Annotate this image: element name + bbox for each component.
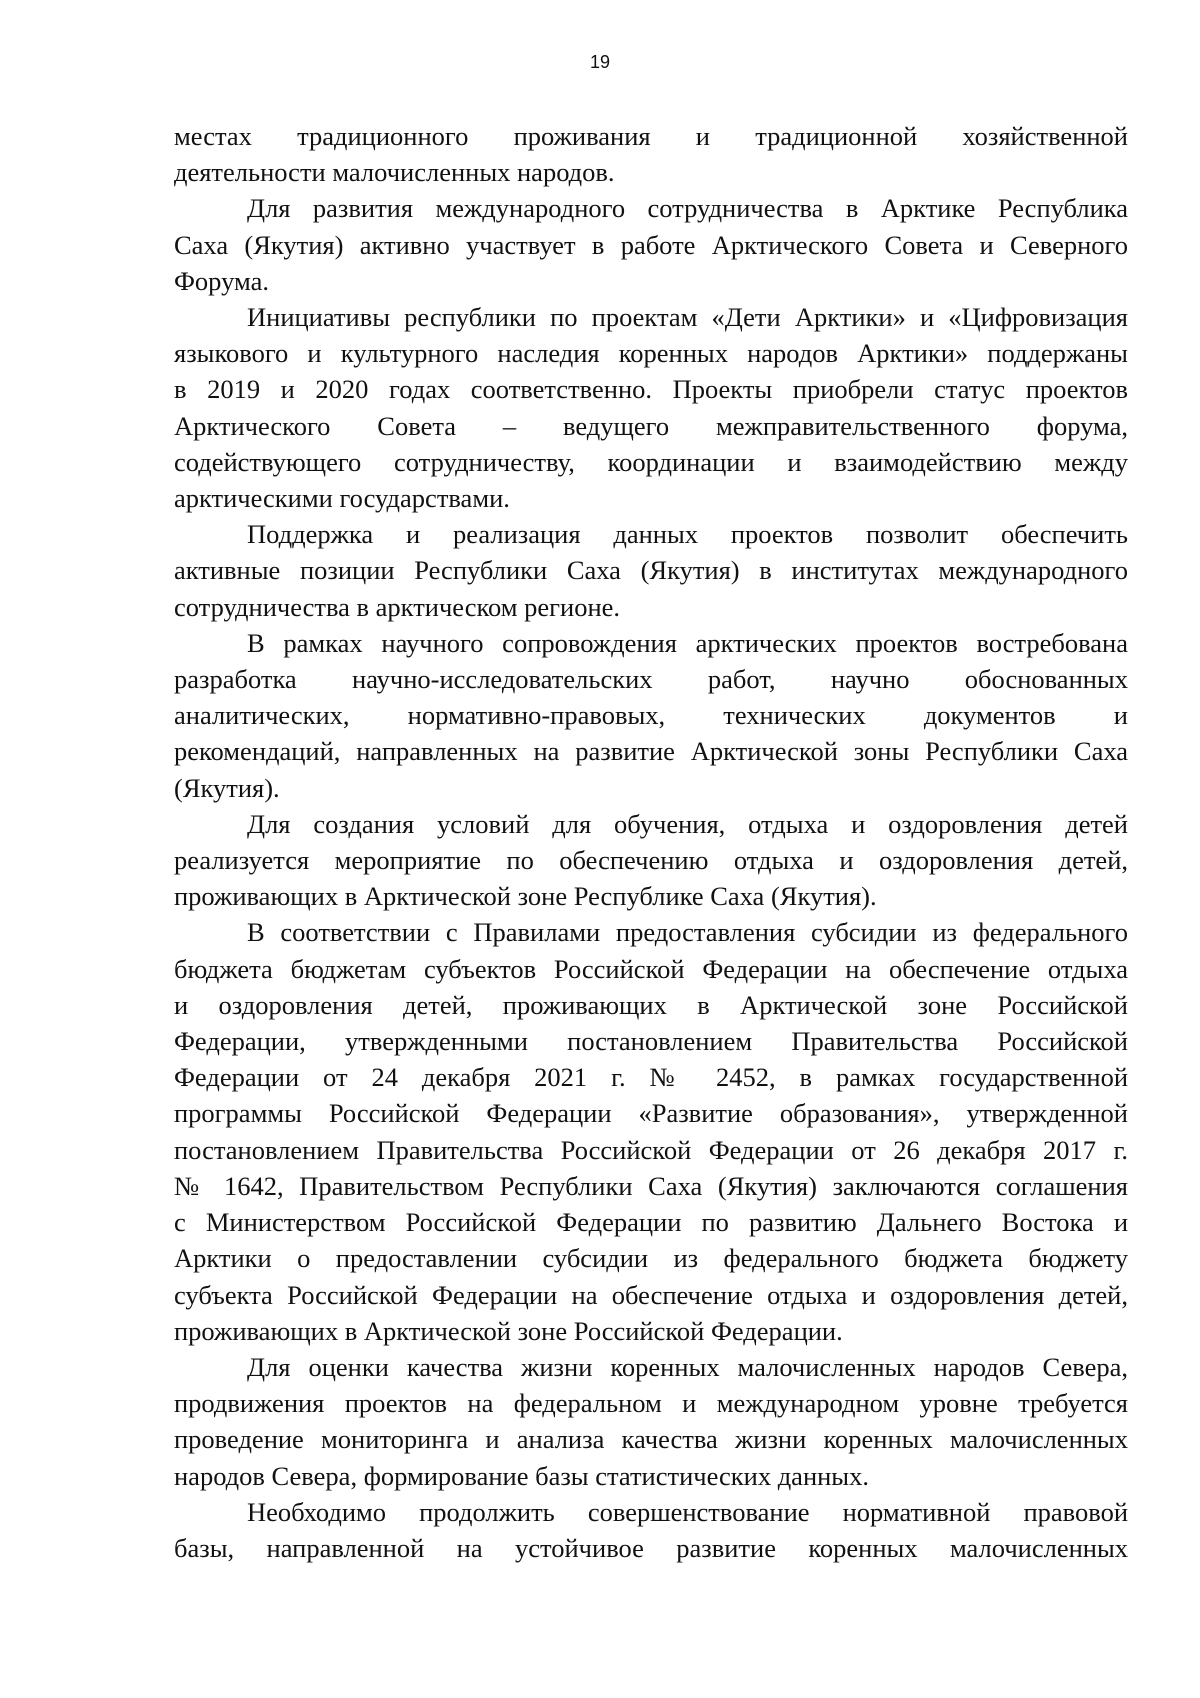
paragraph	[174, 516, 1128, 625]
text-line: Для оценки качества жизни коренных малочисленных народов Севера,	[247, 1351, 1128, 1382]
text-line: В рамках научного сопровождения арктических проектов востребована	[247, 627, 1128, 658]
text-line: народов Севера, формирование базы статистических данных.	[174, 1460, 869, 1491]
text-line: бюджета бюджетам субъектов Российской Федерации на обеспечение отдыха	[174, 953, 1128, 984]
text-line: рекомендаций, направленных на развитие Арктической зоны Республики Саха	[174, 736, 1128, 767]
paragraph	[174, 806, 1128, 915]
text-line: проживающих в Арктической зоне Республике Саха (Якутия).	[174, 881, 877, 912]
text-line: активные позиции Республики Саха (Якутия) в институтах международного	[174, 555, 1128, 586]
text-line: аналитических, нормативно-правовых, технических документов и	[174, 700, 1128, 731]
text-line: субъекта Российской Федерации на обеспечение отдыха и оздоровления детей,	[174, 1279, 1128, 1310]
text-line: проведение мониторинга и анализа качества жизни коренных малочисленных	[174, 1424, 1128, 1455]
text-line: Саха (Якутия) активно участвует в работе Арктического Совета и Северного	[174, 229, 1128, 260]
text-line: арктическими государствами.	[174, 483, 510, 514]
text-line: Поддержка и реализация данных проектов позволит обеспечить	[247, 519, 1128, 550]
text-line: Необходимо продолжить совершенствование нормативной правовой	[247, 1496, 1128, 1527]
paragraph	[174, 118, 1128, 190]
paragraph	[174, 190, 1128, 299]
text-line: и оздоровления детей, проживающих в Арктической зоне Российской	[174, 989, 1128, 1020]
paragraph	[174, 1494, 1128, 1566]
text-line: В соответствии с Правилами предоставления субсидии из федерального	[247, 917, 1128, 948]
text-line: Арктического Совета – ведущего межправительственного форума,	[174, 410, 1128, 441]
text-line: содействующего сотрудничеству, координации и взаимодействию между	[174, 446, 1128, 477]
paragraph	[174, 299, 1128, 516]
paragraph	[174, 914, 1128, 1348]
text-line: в 2019 и 2020 годах соответственно. Проекты приобрели статус проектов	[174, 374, 1128, 405]
text-line: Форума.	[174, 265, 269, 296]
text-line: реализуется мероприятие по обеспечению отдыха и оздоровления детей,	[174, 845, 1128, 876]
text-line: с Министерством Российской Федерации по развитию Дальнего Востока и	[174, 1207, 1128, 1238]
text-line: (Якутия).	[174, 772, 280, 803]
text-line: постановлением Правительства Российской Федерации от 26 декабря 2017 г.	[174, 1134, 1128, 1165]
text-line: № 1642, Правительством Республики Саха (Якутия) заключаются соглашения	[174, 1170, 1128, 1201]
text-line: Федерации от 24 декабря 2021 г. № 2452, в рамках государственной	[174, 1062, 1128, 1093]
paragraph	[174, 625, 1128, 806]
text-line: местах традиционного проживания и традиционной хозяйственной	[174, 121, 1128, 151]
text-line: разработка научно-исследовательских работ, научно обоснованных	[174, 664, 1128, 695]
text-line: Инициативы республики по проектам «Дети Арктики» и «Цифровизация	[247, 302, 1128, 333]
text-line: Для развития международного сотрудничества в Арктике Республика	[247, 193, 1128, 224]
text-line: сотрудничества в арктическом регионе.	[174, 591, 621, 622]
text-line: Для создания условий для обучения, отдыха и оздоровления детей	[247, 808, 1128, 839]
document-body	[174, 118, 1128, 1566]
text-line: Федерации, утвержденными постановлением Правительства Российской	[174, 1026, 1128, 1057]
text-line: языкового и культурного наследия коренных народов Арктики» поддержаны	[174, 338, 1128, 369]
paragraph	[174, 1349, 1128, 1494]
text-line: проживающих в Арктической зоне Российской Федерации.	[174, 1315, 843, 1346]
page-number: 19	[589, 52, 611, 72]
text-line: деятельности малочисленных народов.	[174, 157, 615, 188]
text-line: продвижения проектов на федеральном и международном уровне требуется	[174, 1388, 1128, 1419]
text-line: Арктики о предоставлении субсидии из федерального бюджета бюджету	[174, 1243, 1128, 1274]
text-line: базы, направленной на устойчивое развитие коренных малочисленных	[174, 1532, 1128, 1563]
text-line: программы Российской Федерации «Развитие образования», утвержденной	[174, 1098, 1128, 1129]
